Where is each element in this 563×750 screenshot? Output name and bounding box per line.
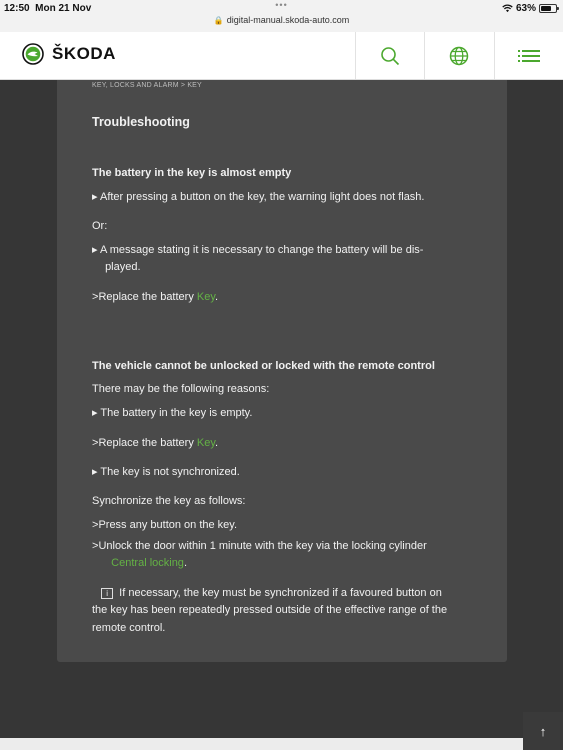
battery-percent: 63% bbox=[515, 3, 536, 14]
list-item-continuation: played. bbox=[105, 261, 141, 273]
bottom-bar bbox=[0, 738, 563, 750]
search-icon bbox=[380, 46, 400, 66]
section-heading-battery: The battery in the key is almost empty bbox=[92, 167, 292, 179]
note-line: i If necessary, the key must be synchronized if a favoured button on bbox=[92, 585, 442, 602]
content-card bbox=[57, 80, 507, 662]
note-line: the key has been repeatedly pressed outside of the effective range of the bbox=[92, 604, 448, 616]
step-item: >Press any button on the key. bbox=[92, 519, 238, 531]
brand-name: ŠKODA bbox=[52, 44, 116, 63]
key-link[interactable]: Key bbox=[196, 437, 216, 449]
or-text: Or: bbox=[92, 220, 108, 232]
status-bar bbox=[0, 0, 563, 32]
address-bar[interactable]: 🔒 digital-manual.skoda-auto.com bbox=[213, 15, 350, 25]
status-time: 12:50 Mon 21 Nov bbox=[4, 3, 92, 14]
page-title: Troubleshooting bbox=[92, 115, 190, 129]
list-item: ▸ A message stating it is necessary to change the battery will be dis- bbox=[92, 244, 424, 256]
step-item: >Unlock the door within 1 minute with the key via the locking cylinder bbox=[92, 540, 427, 552]
tab-handle-dots[interactable]: ••• bbox=[275, 0, 288, 10]
action-item: >Replace the battery Key. bbox=[92, 437, 219, 449]
skoda-logo[interactable] bbox=[22, 43, 116, 65]
arrow-up-icon: ↑ bbox=[539, 723, 547, 739]
sync-intro: Synchronize the key as follows: bbox=[92, 495, 246, 507]
chevron-right-icon: > bbox=[92, 519, 99, 531]
scroll-to-top-button[interactable] bbox=[523, 712, 563, 750]
language-button[interactable] bbox=[424, 32, 493, 79]
bullet-arrow-icon: ▸ bbox=[92, 244, 98, 256]
breadcrumb[interactable]: KEY, LOCKS AND ALARM > KEY bbox=[92, 82, 202, 89]
step-item-continuation: Central locking. bbox=[111, 557, 187, 569]
bullet-arrow-icon: ▸ bbox=[92, 191, 98, 203]
search-button[interactable] bbox=[355, 32, 424, 79]
intro-text: There may be the following reasons: bbox=[92, 383, 270, 395]
section-heading-remote: The vehicle cannot be unlocked or locked with the remote control bbox=[92, 360, 435, 372]
bullet-arrow-icon: ▸ bbox=[92, 466, 98, 478]
action-item: >Replace the battery Key. bbox=[92, 291, 219, 303]
chevron-right-icon: > bbox=[92, 540, 99, 552]
list-item: ▸ The key is not synchronized. bbox=[92, 466, 240, 478]
site-header bbox=[0, 32, 563, 80]
list-item: ▸ After pressing a button on the key, the warning light does not flash. bbox=[92, 191, 425, 203]
central-locking-link[interactable]: Central locking bbox=[111, 557, 184, 569]
globe-icon bbox=[449, 46, 469, 66]
chevron-right-icon: > bbox=[92, 437, 99, 449]
battery-icon bbox=[539, 4, 557, 13]
key-link[interactable]: Key bbox=[196, 291, 216, 303]
chevron-right-icon: > bbox=[92, 291, 99, 303]
menu-icon bbox=[518, 48, 540, 64]
list-item: ▸ The battery in the key is empty. bbox=[92, 407, 253, 419]
skoda-emblem-icon bbox=[22, 43, 44, 65]
menu-button[interactable] bbox=[494, 32, 563, 79]
wifi-icon bbox=[502, 4, 513, 13]
info-icon: i bbox=[101, 588, 113, 599]
note-line: remote control. bbox=[92, 622, 166, 634]
status-right bbox=[502, 3, 557, 14]
bullet-arrow-icon: ▸ bbox=[92, 407, 98, 419]
lock-icon: 🔒 bbox=[213, 16, 224, 25]
